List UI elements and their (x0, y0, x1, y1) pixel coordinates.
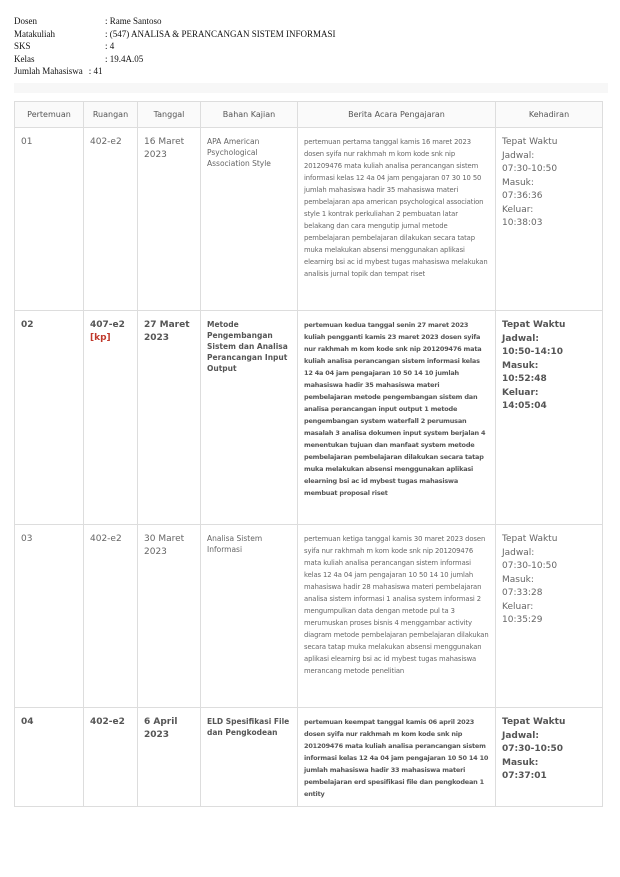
dosen-row (14, 15, 336, 28)
pertemuan-cell: 02 (15, 311, 84, 525)
berita-acara-cell: pertemuan keempat tanggal kamis 06 april 2023 dosen syifa nur rakhmah m kom kode snk nip 201209476 mata kuliah analisa perancangan sistem informasi kelas 12 4a 04 jam pengajaran 10 50 14 10 jumlah mahasiswa hadir 33 mahasiswa materi pembelajaran erd spesifikasi file dan pengkodean 1 entity (298, 708, 496, 807)
table-row (15, 708, 603, 807)
matakuliah-value: : (547) ANALISA & PERANCANGAN SISTEM INFORMASI (105, 28, 336, 39)
masuk-value: 10:52:48 (502, 374, 547, 384)
masuk-label: Masuk: (502, 177, 534, 188)
masuk-value: 07:36:36 (502, 191, 543, 201)
bahan-kajian-cell: Metode Pengembangan Sistem dan Analisa Perancangan Input Output (201, 311, 298, 525)
tanggal-cell: 16 Maret 2023 (138, 128, 201, 311)
tanggal-cell: 30 Maret 2023 (138, 525, 201, 708)
table-row (15, 128, 603, 311)
ruangan-value: 407-e2 (90, 320, 125, 330)
berita-acara-cell: pertemuan pertama tanggal kamis 16 maret 2023 dosen syifa nur rakhmah m kom kode snk nip 201209476 mata kuliah analisa perancangan sistem informasi kelas 12 4a 04 jam pengajaran 07 30 10 50 jumlah mahasiswa hadir 35 mahasiswa materi pembelajaran apa american psychological association style 1 kontrak perkuliahan 2 pembuatan latar belakang dan cara mengutip jurnal metode pembelajaran pembelajaran dilakukan secara tatap muka melakukan absensi menggunakan aplikasi elearnirg bsi ac id mybest tugas mahasiswa melakukan analisis jurnal topik dan tempat riset (298, 128, 496, 311)
bahan-kajian-cell: Analisa Sistem Informasi (201, 525, 298, 708)
keluar-label: Keluar: (502, 204, 534, 215)
keluar-label: Keluar: (502, 387, 539, 398)
pertemuan-cell: 03 (15, 525, 84, 708)
ruangan-cell (84, 708, 138, 807)
jadwal-value: 07:30-10:50 (502, 164, 558, 174)
masuk-label: Masuk: (502, 757, 539, 768)
jadwal-label: Jadwal: (502, 150, 535, 161)
status-text: Tepat Waktu (502, 137, 558, 147)
kehadiran-cell (496, 525, 603, 708)
column-header-ruangan: Ruangan (84, 102, 138, 128)
sks-value: : 4 (105, 41, 115, 51)
table-row (15, 311, 603, 525)
tanggal-cell: 6 April 2023 (138, 708, 201, 807)
ruangan-cell (84, 525, 138, 708)
tanggal-cell: 27 Maret 2023 (138, 311, 201, 525)
jadwal-value: 07:30-10:50 (502, 561, 558, 571)
ruangan-cell (84, 128, 138, 311)
column-header-pertemuan: Pertemuan (15, 102, 84, 128)
jumlah-value: : 41 (88, 66, 103, 76)
jumlah-label: Jumlah Mahasiswa (14, 66, 83, 76)
berita-acara-cell: pertemuan ketiga tanggal kamis 30 maret 2023 dosen syifa nur rakhmah m kom kode snk nip 201209476 mata kuliah analisa perancangan sistem informasi kelas 12 4a 04 jam pengajaran 10 50 14 10 jumlah mahasiswa hadir 28 mahasiswa materi pembelajaran analisa sistem informasi 1 analisa system informasi 2 mengumpulkan data dengan metode pul ta 3 merumuskan proses bisnis 4 menggambar activity diagram metode pembelajaran pembelajaran dilakukan secara tatap muka melakukan absensi menggunakan aplikasi elearnirg bsi ac id mybest tugas mahasiswa merancang metode penelitian (298, 525, 496, 708)
matakuliah-label: Matakuliah (14, 28, 55, 39)
status-text: Tepat Waktu (502, 717, 566, 727)
dosen-value: : Rame Santoso (105, 16, 162, 26)
pertemuan-cell: 04 (15, 708, 84, 807)
jadwal-value: 10:50-14:10 (502, 347, 564, 357)
column-header-kehadiran: Kehadiran (496, 102, 603, 128)
berita-acara-cell: pertemuan kedua tanggal senin 27 maret 2023 kuliah pengganti kamis 23 maret 2023 dosen syifa nur rakhmah m kom kode snk nip 201209476 mata kuliah analisa perancangan sistem informasi kelas 12 4a 04 jam pengajaran 10 50 14 10 jumlah mahasiswa hadir 35 mahasiswa materi pembelajaran metode pengembangan sistem dan analisa perancangan input output 1 metode pengembangan system waterfall 2 perumusan masalah 3 analisa dokumen input system berjalan 4 menentukan tujuan dan manfaat system metode pembelajaran pembelajaran dilakukan secara tatap muka melakukan absensi menggunakan aplikasi elearning bsi ac id mybest tugas mahasiswa membuat proposal riset (298, 311, 496, 525)
sks-row (14, 40, 336, 53)
keluar-value: 10:38:03 (502, 218, 543, 228)
sks-label: SKS (14, 41, 31, 51)
bahan-kajian-cell: ELD Spesifikasi File dan Pengkodean (201, 708, 298, 807)
masuk-label: Masuk: (502, 574, 534, 585)
kehadiran-cell (496, 128, 603, 311)
status-text: Tepat Waktu (502, 320, 566, 330)
course-info (14, 15, 336, 78)
masuk-value: 07:33:28 (502, 588, 543, 598)
ruangan-value: 402-e2 (90, 534, 122, 544)
keluar-label: Keluar: (502, 601, 534, 612)
kehadiran-cell (496, 311, 603, 525)
jadwal-label: Jadwal: (502, 730, 539, 741)
status-text: Tepat Waktu (502, 534, 558, 544)
kelas-row (14, 53, 336, 66)
kuliah-pengganti-tag: [kp] (90, 332, 111, 343)
pertemuan-cell: 01 (15, 128, 84, 311)
ruangan-cell (84, 311, 138, 525)
kehadiran-cell (496, 708, 603, 807)
jadwal-value: 07:30-10:50 (502, 744, 564, 754)
masuk-label: Masuk: (502, 360, 539, 371)
divider-strip (14, 83, 608, 93)
jumlah-row (14, 65, 336, 78)
table-header-row (15, 102, 603, 128)
matakuliah-row (14, 28, 336, 41)
ruangan-value: 402-e2 (90, 717, 125, 727)
column-header-bahan-kajian: Bahan Kajian (201, 102, 298, 128)
jadwal-label: Jadwal: (502, 333, 539, 344)
keluar-value: 10:35:29 (502, 615, 543, 625)
masuk-value: 07:37:01 (502, 771, 547, 781)
attendance-table (14, 101, 603, 807)
keluar-value: 14:05:04 (502, 401, 547, 411)
kelas-value: : 19.4A.05 (105, 53, 144, 64)
column-header-tanggal: Tanggal (138, 102, 201, 128)
jadwal-label: Jadwal: (502, 547, 535, 558)
kelas-label: Kelas (14, 53, 35, 64)
dosen-label: Dosen (14, 16, 37, 26)
column-header-berita-acara: Berita Acara Pengajaran (298, 102, 496, 128)
table-row (15, 525, 603, 708)
ruangan-value: 402-e2 (90, 137, 122, 147)
bahan-kajian-cell: APA American Psychological Association Style (201, 128, 298, 311)
